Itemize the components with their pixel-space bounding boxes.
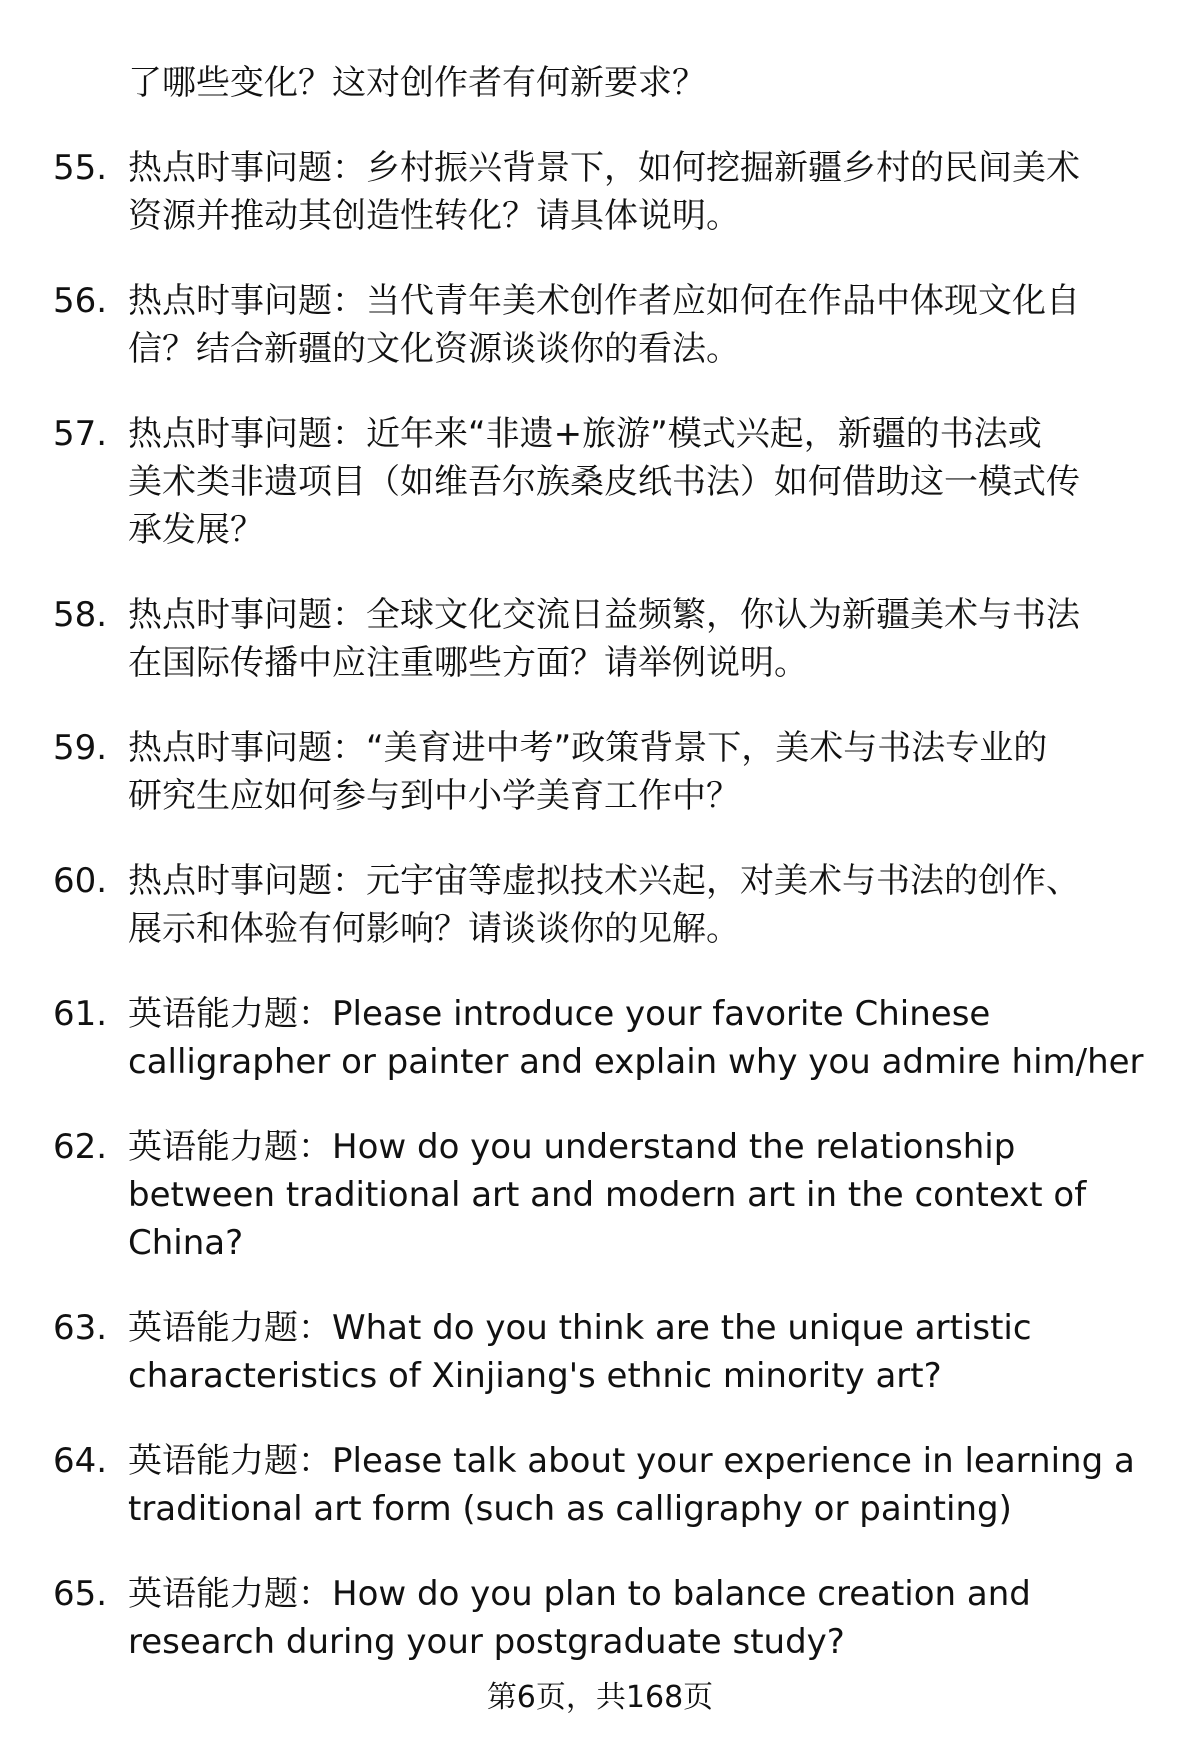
- question-item: [0, 1570, 1200, 1666]
- text-line: 承发展？: [128, 510, 264, 550]
- question-number: 57.: [53, 414, 108, 454]
- continuation-text: [0, 59, 1200, 107]
- question-item: [0, 591, 1200, 687]
- text-line: between traditional art and modern art in the context of: [128, 1175, 1087, 1215]
- question-number: 64.: [53, 1441, 108, 1481]
- text-line: characteristics of Xinjiang's ethnic minority art?: [128, 1356, 942, 1396]
- text-line: traditional art form (such as calligraphy or painting): [128, 1489, 1012, 1529]
- question-number: 55.: [53, 148, 108, 188]
- question-number: 59.: [53, 728, 108, 768]
- text-line: 热点时事问题：近年来“非遗+旅游”模式兴起，新疆的书法或: [128, 414, 1042, 454]
- text-line: 展示和体验有何影响？请谈谈你的见解。: [128, 909, 740, 949]
- question-item: [0, 1304, 1200, 1400]
- question-item: [0, 277, 1200, 373]
- text-line: 美术类非遗项目（如维吾尔族桑皮纸书法）如何借助这一模式传: [128, 462, 1080, 502]
- question-text: [128, 1123, 1200, 1267]
- question-number: 60.: [53, 861, 108, 901]
- text-line: 热点时事问题：全球文化交流日益频繁，你认为新疆美术与书法: [128, 595, 1080, 635]
- text-line: 了哪些变化？这对创作者有何新要求？: [128, 63, 706, 103]
- text-line: 热点时事问题：元宇宙等虚拟技术兴起，对美术与书法的创作、: [128, 861, 1080, 901]
- text-line: 研究生应如何参与到中小学美育工作中？: [128, 776, 740, 816]
- question-text: [128, 1304, 1200, 1400]
- question-text: [128, 410, 1200, 554]
- text-line: research during your postgraduate study?: [128, 1622, 845, 1662]
- text-line: China?: [128, 1223, 244, 1263]
- text-line: 热点时事问题：“美育进中考”政策背景下，美术与书法专业的: [128, 728, 1048, 768]
- question-text: [128, 724, 1200, 820]
- question-item: [0, 410, 1200, 554]
- question-text: [128, 1570, 1200, 1666]
- text-line: calligrapher or painter and explain why you admire him/her: [128, 1042, 1144, 1082]
- page-number: 第6页，共168页: [486, 1680, 714, 1715]
- question-number: 62.: [53, 1127, 108, 1167]
- text-line: 英语能力题：What do you think are the unique artistic: [128, 1308, 1032, 1348]
- text-line: 信？结合新疆的文化资源谈谈你的看法。: [128, 329, 740, 369]
- question-number: 63.: [53, 1308, 108, 1348]
- text-line: 资源并推动其创造性转化？请具体说明。: [128, 196, 740, 236]
- question-text: [128, 591, 1200, 687]
- question-item: [0, 1123, 1200, 1267]
- question-number: 58.: [53, 595, 108, 635]
- text-line: 英语能力题：How do you understand the relationship: [128, 1127, 1016, 1167]
- text-line: 在国际传播中应注重哪些方面？请举例说明。: [128, 643, 808, 683]
- question-text: [128, 277, 1200, 373]
- question-number: 65.: [53, 1574, 108, 1614]
- question-list: [0, 59, 1200, 1703]
- question-item: [0, 990, 1200, 1086]
- text-line: 热点时事问题：乡村振兴背景下，如何挖掘新疆乡村的民间美术: [128, 148, 1080, 188]
- text-line: 英语能力题：Please talk about your experience in learning a: [128, 1441, 1135, 1481]
- question-text: [128, 857, 1200, 953]
- question-text: [128, 144, 1200, 240]
- question-item: [0, 724, 1200, 820]
- text-line: 热点时事问题：当代青年美术创作者应如何在作品中体现文化自: [128, 281, 1080, 321]
- question-item: [0, 1437, 1200, 1533]
- text-line: 英语能力题：Please introduce your favorite Chinese: [128, 994, 991, 1034]
- text-line: 英语能力题：How do you plan to balance creation and: [128, 1574, 1031, 1614]
- question-text: [128, 1437, 1200, 1533]
- question-number: 61.: [53, 994, 108, 1034]
- question-item: [0, 144, 1200, 240]
- question-item: [0, 857, 1200, 953]
- text-lines: [128, 59, 1200, 107]
- question-text: [128, 990, 1200, 1086]
- question-number: 56.: [53, 281, 108, 321]
